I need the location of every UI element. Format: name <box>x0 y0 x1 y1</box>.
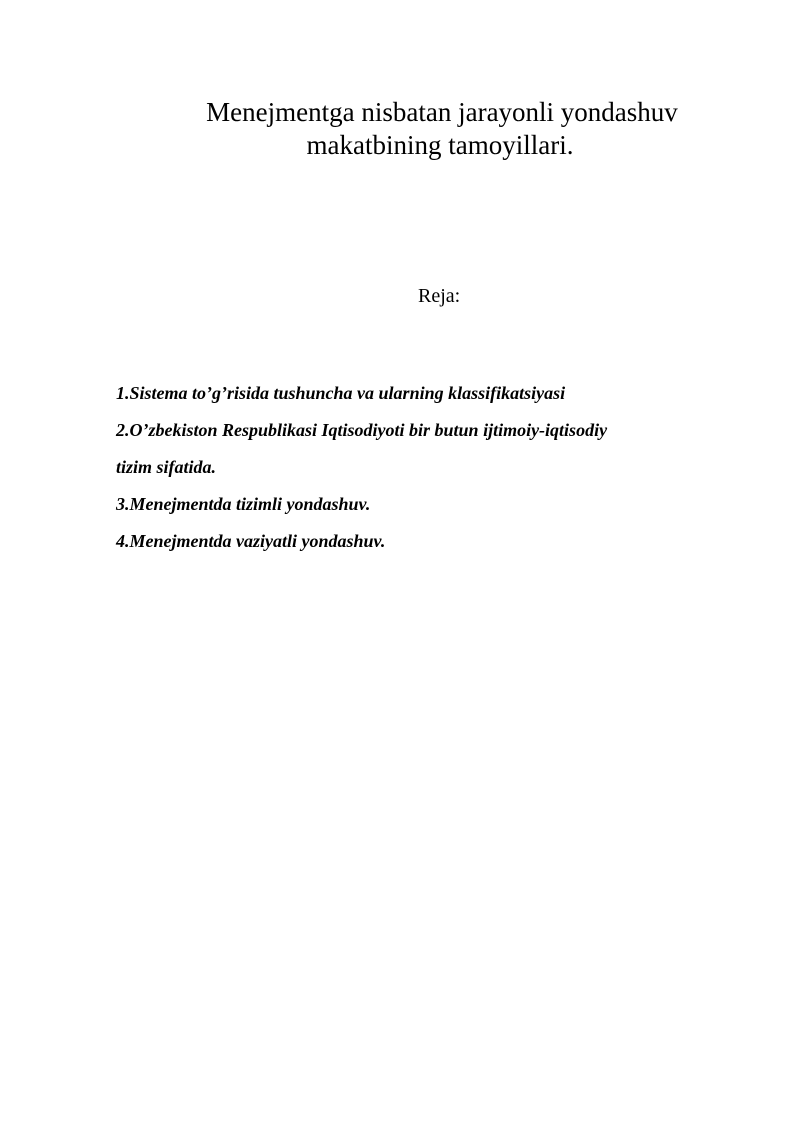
plan-heading: Reja: <box>418 285 461 307</box>
plan-item-2-continuation: tizim sifatida. <box>116 457 217 477</box>
plan-item-1: 1.Sistema to’g’risida tushuncha va ularning klassifikatsiyasi <box>116 383 566 403</box>
plan-item-4: 4.Menejmentda vaziyatli yondashuv. <box>116 531 386 551</box>
document-title <box>140 96 740 162</box>
document-title-line-1: Menejmentga nisbatan jarayonli yondashuv <box>206 97 678 128</box>
document-title-line-2: makatbining tamoyillari. <box>306 130 574 161</box>
plan-item-3: 3.Menejmentda tizimli yondashuv. <box>116 494 371 514</box>
plan-list <box>116 375 726 560</box>
plan-item-2: 2.O’zbekiston Respublikasi Iqtisodiyoti bir butun ijtimoiy-iqtisodiy <box>116 420 608 440</box>
